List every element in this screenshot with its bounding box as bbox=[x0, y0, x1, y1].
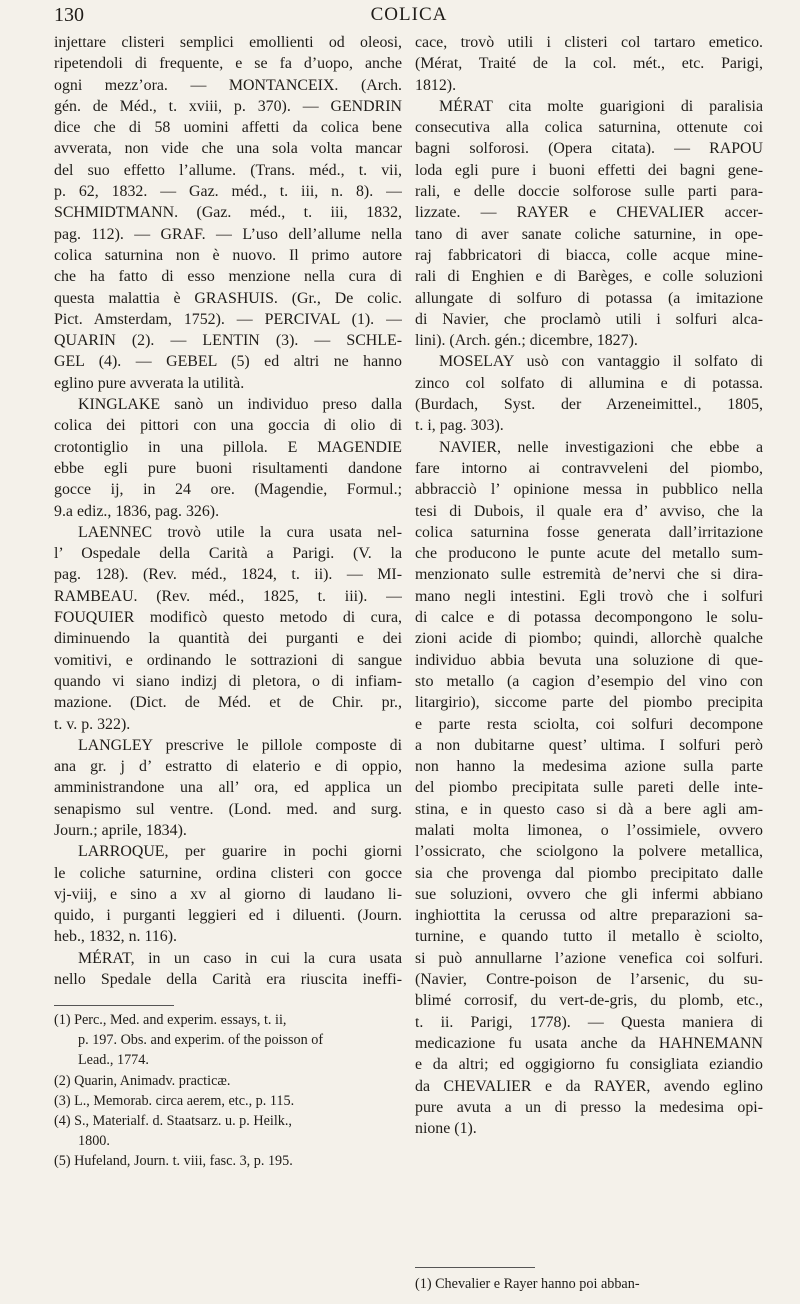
text-line: mazione. (Dict. de Méd. et de Chir. pr., bbox=[54, 694, 402, 712]
text-line: ebbe egli pure buoni risultamenti dandone bbox=[54, 459, 402, 477]
text-line: abbracciò l’ opinione messa in pubblico nella bbox=[415, 481, 763, 499]
text-line: l’ Ospedale della Carità a Parigi. (V. la bbox=[54, 545, 402, 563]
text-line: pure avuta a un di presso la medesima opi- bbox=[415, 1098, 763, 1116]
running-head: COLICA bbox=[370, 4, 448, 25]
text-line: colica saturnina fosse generata dall’irritazione bbox=[415, 523, 763, 541]
text-line: raj fabbricatori di biacca, colle acque mine- bbox=[415, 246, 763, 264]
text-line: ana gr. j d’ estratto di elaterio e di oppio, bbox=[54, 758, 402, 776]
text-line: inghiottita la cerussa od altre preparazioni sa- bbox=[415, 907, 763, 925]
text-line: allungate di solfuro di potassa (a imitazione bbox=[415, 289, 763, 307]
text-line: Journ.; aprile, 1834). bbox=[54, 821, 187, 839]
text-line: che producono le punte acute del metallo sum- bbox=[415, 545, 763, 563]
text-line: turnine, e quando tutto il metallo è sciolto, bbox=[415, 928, 763, 946]
text-line: l’ossicrato, che sciolgono la polvere metallica, bbox=[415, 843, 763, 861]
footnote-line: Lead., 1774. bbox=[78, 1052, 149, 1069]
text-line: diminuendo la quantità dei purganti e dei bbox=[54, 630, 402, 648]
text-line: sto metallo (a cagion d’esempio del vino con bbox=[415, 672, 763, 690]
text-line: loda egli pure i buoni effetti dei bagni gene- bbox=[415, 161, 763, 179]
footnotes-left bbox=[54, 1010, 402, 1172]
text-line: gén. de Méd., t. xviii, p. 370). — GENDRIN bbox=[54, 97, 402, 115]
text-line: heb., 1832, n. 116). bbox=[54, 928, 177, 946]
text-line: malati molta limonea, o l’ossimiele, ovvero bbox=[415, 821, 763, 839]
text-line: bagni solforosi. (Opera citata). — RAPOU bbox=[415, 140, 763, 158]
footnote-line: (5) Hufeland, Journ. t. viii, fasc. 3, p. 195. bbox=[54, 1153, 293, 1170]
text-line: da CHEVALIER e da RAYER, avendo eglino bbox=[415, 1077, 763, 1095]
page-header bbox=[54, 4, 764, 30]
text-line: stina, e in questo caso si dà a bere agli am- bbox=[415, 800, 763, 818]
text-line: (Mérat, Traité de la col. mét., etc. Parigi, bbox=[415, 55, 763, 73]
text-line: crotontiglio in una pillola. E MAGENDIE bbox=[54, 438, 402, 456]
text-line: e parte resta sciolta, coi solfuri decompone bbox=[415, 715, 763, 733]
text-line: pag. 112). — GRAF. — L’uso dell’allume nella bbox=[54, 225, 402, 243]
text-line: QUARIN (2). — LENTIN (3). — SCHLE- bbox=[54, 332, 402, 350]
text-line: nello Spedale della Carità era riuscita ineffi- bbox=[54, 971, 402, 989]
text-line: gocce ij, in 24 ore. (Magendie, Formul.; bbox=[54, 481, 402, 499]
text-line: MOSELAY usò con vantaggio il solfato di bbox=[439, 353, 763, 371]
text-line: di calce e di potassa decompongono le solu- bbox=[415, 609, 763, 627]
text-line: rali di Enghien e di Barèges, e colle soluzioni bbox=[415, 268, 763, 286]
text-line: 9.a ediz., 1836, pag. 326). bbox=[54, 502, 220, 520]
text-line: NAVIER, nelle investigazioni che ebbe a bbox=[439, 438, 763, 456]
text-line: senapismo sul ventre. (Lond. med. and surg. bbox=[54, 800, 402, 818]
text-line: si può annullarne l’azione venefica coi solfuri. bbox=[415, 949, 763, 967]
text-line: colica dei pittori con una goccia di olio di bbox=[54, 417, 402, 435]
footnote-line: (1) Perc., Med. and experim. essays, t. ii, bbox=[54, 1012, 287, 1028]
text-line: eglino pure avverata la utilità. bbox=[54, 374, 245, 392]
text-line: 1812). bbox=[415, 76, 457, 94]
footnote-line: (4) S., Materialf. d. Staatsarz. u. p. Heilk., bbox=[54, 1112, 292, 1129]
text-line: non hanno la medesima azione sulla parte bbox=[415, 758, 763, 776]
text-line: tesi di Dubois, il quale era d’ avviso, che la bbox=[415, 502, 763, 520]
text-line: tano di aver sanate coliche saturnine, in ope- bbox=[415, 225, 763, 243]
text-line: fare intorno ai contravveleni del piombo, bbox=[415, 459, 763, 477]
left-column bbox=[54, 32, 402, 990]
text-line: vomitivi, e ordinando le sottrazioni di sangue bbox=[54, 651, 402, 669]
text-line: LAENNEC trovò utile la cura usata nel- bbox=[78, 523, 402, 541]
text-line: di Navier, che proclamò utili i solfuri alca- bbox=[415, 310, 763, 328]
text-line: amministrandone una all’ ora, ed applica un bbox=[54, 779, 402, 797]
text-line: (Navier, Contre-poison de l’arsenic, du su- bbox=[415, 971, 763, 989]
text-line: MÉRAT cita molte guarigioni di paralisia bbox=[439, 97, 763, 115]
text-line: individuo abbia bevuta una soluzione di que- bbox=[415, 651, 763, 669]
text-line: cace, trovò utili i clisteri col tartaro emetico. bbox=[415, 34, 763, 51]
text-line: LANGLEY prescrive le pillole composte di bbox=[78, 736, 402, 754]
text-line: questa malattia è GRASHUIS. (Gr., De colic. bbox=[54, 289, 402, 307]
right-column bbox=[415, 32, 763, 1139]
text-line: nione (1). bbox=[415, 1120, 477, 1138]
text-line: MÉRAT, in un caso in cui la cura usata bbox=[78, 949, 402, 967]
text-line: consecutiva alla colica saturnina, ottenute coi bbox=[415, 119, 763, 137]
text-line: t. ii. Parigi, 1778). — Questa maniera di bbox=[415, 1013, 763, 1031]
text-line: e da altri; ed oggigiorno fu consigliata eziandio bbox=[415, 1056, 763, 1074]
text-line: injettare clisteri semplici emollienti od oleosi, bbox=[54, 34, 402, 51]
footnote-rule-right bbox=[415, 1267, 535, 1268]
text-line: quando vi siano indizj di pletora, o di infiam- bbox=[54, 672, 402, 690]
text-line: ogni mezz’ora. — MONTANCEIX. (Arch. bbox=[54, 76, 402, 94]
text-line: litargirio), siccome parte del piombo precipita bbox=[415, 694, 763, 712]
text-line: mano negli intestini. Egli trovò che i solfuri bbox=[415, 587, 763, 605]
text-line: Pict. Amsterdam, 1752). — PERCIVAL (1). — bbox=[54, 310, 402, 328]
page-number: 130 bbox=[54, 4, 84, 26]
text-line: le coliche saturnine, ordina clisteri con gocce bbox=[54, 864, 402, 882]
text-line: blimé corrosif, du vert-de-gris, du plomb, etc., bbox=[415, 992, 763, 1010]
text-line: (Burdach, Syst. der Arzeneimittel., 1805, bbox=[415, 396, 763, 414]
footnote-line: 1800. bbox=[78, 1133, 110, 1150]
text-line: rali, e delle doccie solforose sulle parti para- bbox=[415, 183, 763, 201]
text-line: lini). (Arch. gén.; dicembre, 1827). bbox=[415, 332, 638, 350]
text-line: pag. 128). (Rev. méd., 1824, t. ii). — MI- bbox=[54, 566, 402, 584]
text-line: del piombo precipitata sulle pareti delle inte- bbox=[415, 779, 763, 797]
text-line: quido, i purganti leggieri ed i diluenti. (Journ. bbox=[54, 907, 402, 925]
footnote-line: p. 197. Obs. and experim. of the poisson of bbox=[78, 1032, 324, 1049]
footnote-right: (1) Chevalier e Rayer hanno poi abban- bbox=[415, 1276, 640, 1292]
text-line: t. v. p. 322). bbox=[54, 715, 131, 733]
text-line: LARROQUE, per guarire in pochi giorni bbox=[78, 843, 402, 861]
text-line: a non dubitarne quest’ ultima. I solfuri però bbox=[415, 736, 763, 754]
footnote-rule-left bbox=[54, 1005, 174, 1006]
text-line: t. i, pag. 303). bbox=[415, 417, 504, 435]
text-line: che ha fatto di esso menzione nella cura di bbox=[54, 268, 402, 286]
footnote-line: (3) L., Memorab. circa aerem, etc., p. 115. bbox=[54, 1092, 295, 1109]
text-line: zioni acide di piombo; quindi, allorchè qualche bbox=[415, 630, 763, 648]
text-line: FOUQUIER modificò questo metodo di cura, bbox=[54, 609, 402, 627]
text-line: del suo effetto l’allume. (Trans. méd., t. vii, bbox=[54, 161, 402, 179]
text-line: p. 62, 1832. — Gaz. méd., t. iii, n. 8). — bbox=[54, 183, 402, 201]
text-line: RAMBEAU. (Rev. méd., 1825, t. iii). — bbox=[54, 587, 402, 605]
text-line: vj-viij, e sino a xv al giorno di laudano li- bbox=[54, 885, 402, 903]
text-line: menzionato sulle estremità de’nervi che si dira- bbox=[415, 566, 763, 584]
footnote-line: (2) Quarin, Animadv. practicæ. bbox=[54, 1072, 231, 1089]
text-line: lizzate. — RAYER e CHEVALIER accer- bbox=[415, 204, 763, 222]
text-line: sia che provenga dal piombo precipitato dalle bbox=[415, 864, 763, 882]
text-line: ripetendoli di frequente, e se fa d’uopo, anche bbox=[54, 55, 402, 73]
text-line: medicazione fu usata anche da HAHNEMANN bbox=[415, 1034, 763, 1052]
text-line: zinco col solfato di allumina e di potassa. bbox=[415, 374, 763, 392]
text-line: sue soluzioni, ovvero che gli infermi abbiano bbox=[415, 885, 763, 903]
text-line: avverata, non vide che una sola volta mancar bbox=[54, 140, 402, 158]
text-line: colica saturnina non è nuovo. Il primo autore bbox=[54, 246, 402, 264]
text-line: KINGLAKE sanò un individuo preso dalla bbox=[78, 396, 402, 414]
text-line: GEL (4). — GEBEL (5) ed altri ne hanno bbox=[54, 353, 402, 371]
text-line: dice che di 58 uomini affetti da colica bene bbox=[54, 119, 402, 137]
text-line: SCHMIDTMANN. (Gaz. méd., t. iii, 1832, bbox=[54, 204, 402, 222]
